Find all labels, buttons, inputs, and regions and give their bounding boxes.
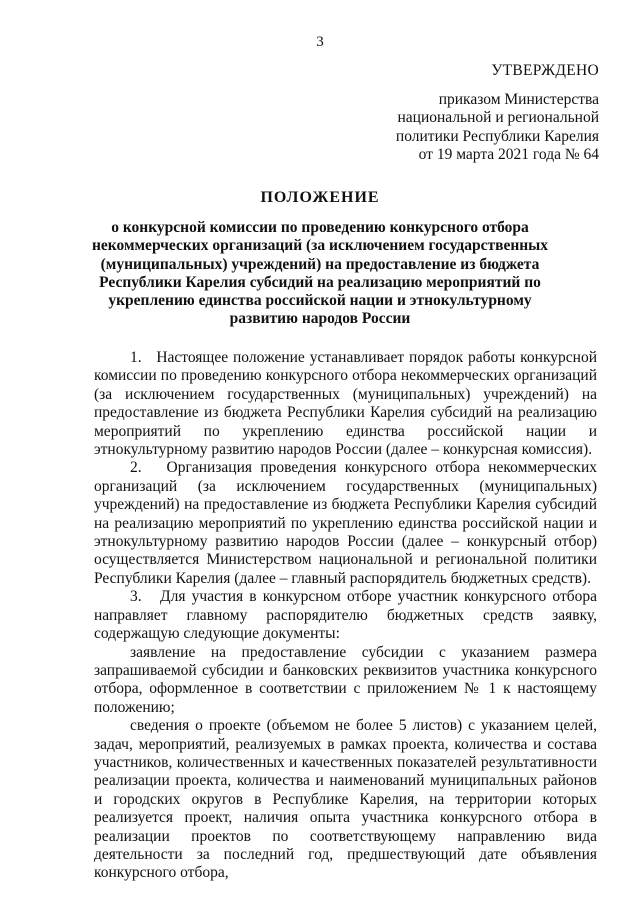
document-subtitle: о конкурсной комиссии по проведению конкурсного отбора некоммерческих организаций (за исключением государственных (муниципальных) учреждений) на предоставление из бюджета Республики Карелия субсидий на реализацию мероприятий по укреплению единства российской нации и этнокультурному развитию народов России: [91, 219, 549, 328]
paragraph: 1. Настоящее положение устанавливает порядок работы конкурсной комиссии по проведению конкурсного отбора некоммерческих организаций (за исключением государственных (муниципальных) учреждений) на предоставление из бюджета Республики Карелия субсидий на реализацию мероприятий по укреплению единства российской нации и этнокультурному развитию народов России (далее – конкурсная комиссия).: [94, 349, 597, 459]
approval-heading: УТВЕРЖДЕНО: [491, 62, 599, 79]
paragraph: заявление на предоставление субсидии с указанием размера запрашиваемой субсидии и банковских реквизитов участника конкурсного отбора, оформленное в соответствии с приложением № 1 к настоящему положению;: [94, 643, 597, 716]
document-body: [94, 349, 597, 883]
document-title: ПОЛОЖЕНИЕ: [260, 189, 380, 206]
approval-line: приказом Министерства: [438, 90, 599, 108]
paragraph: 2. Организация проведения конкурсного отбора некоммерческих организаций (за исключением государственных (муниципальных) учреждений) на предоставление из бюджета Республики Карелия субсидий на реализацию мероприятий по укреплению единства российской нации и этнокультурному развитию народов России (далее – конкурсный отбор) осуществляется Министерством национальной и региональной политики Республики Карелия (далее – главный распорядитель бюджетных средств).: [94, 459, 597, 587]
approval-line: от 19 марта 2021 года № 64: [418, 146, 599, 164]
paragraph: сведения о проекте (объемом не более 5 листов) с указанием целей, задач, мероприятий, реализуемых в рамках проекта, количества и состава участников, количественных и качественных показателей результативности реализации проекта, количества и наименований муниципальных районов и городских округов в Республике Карелия, на территории которых реализуется проект, наличия опыта участника конкурсного отбора в реализации проектов по соответствующему направлению вида деятельности за последний год, предшествующий дате объявления конкурсного отбора,: [94, 717, 597, 882]
approval-line: политики Республики Карелия: [395, 127, 599, 145]
approval-block: [396, 62, 599, 165]
paragraph: 3. Для участия в конкурсном отборе участник конкурсного отбора направляет главному распорядителю бюджетных средств заявку, содержащую следующие документы:: [94, 588, 597, 643]
approval-line: национальной и региональной: [397, 109, 599, 127]
page-number: 3: [316, 34, 324, 50]
